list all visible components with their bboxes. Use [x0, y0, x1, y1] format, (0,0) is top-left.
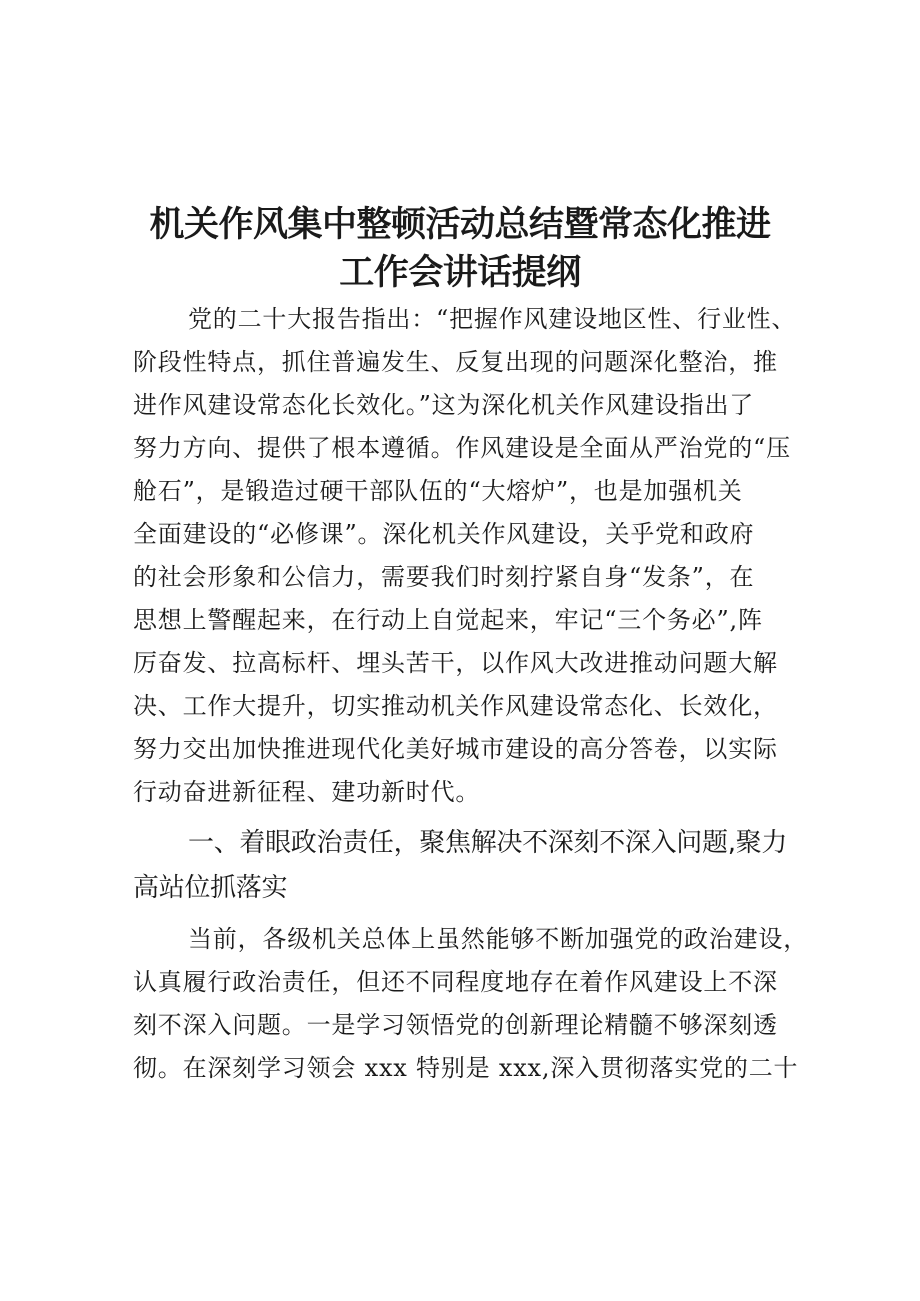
intro-line: 努力方向、提供了根本遵循。作风建设是全面从严治党的“压 — [133, 434, 791, 462]
body-line: 刻不深入问题。一是学习领悟党的创新理论精髓不够深刻透 — [133, 1011, 778, 1039]
intro-line: 舱石”，是锻造过硬干部队伍的“大熔炉”，也是加强机关 — [133, 477, 743, 505]
intro-line: 行动奋进新征程、建功新时代。 — [133, 778, 481, 806]
intro-line: 的社会形象和公信力，需要我们时刻拧紧自身“发条”，在 — [133, 563, 755, 591]
body-line: 彻。在深刻学习领会 xxx 特别是 xxx,深入贯彻落实党的二十 — [133, 1054, 799, 1082]
intro-line: 厉奋发、拉高标杆、埋头苦干，以作风大改进推动问题大解 — [133, 649, 778, 677]
intro-line: 全面建设的“必修课”。深化机关作风建设，关乎党和政府 — [133, 520, 755, 548]
intro-line: 阶段性特点，抓住普遍发生、反复出现的问题深化整治，推 — [133, 348, 778, 376]
intro-line: 进作风建设常态化长效化。”这为深化机关作风建设指出了 — [133, 391, 755, 419]
body-line: 认真履行政治责任，但还不同程度地存在着作风建设上不深 — [133, 968, 778, 996]
section-heading-line: 高站位抓落实 — [133, 873, 288, 903]
document-title-line-1: 机关作风集中整顿活动总结暨常态化推进 — [149, 205, 771, 245]
intro-line: 决、工作大提升，切实推动机关作风建设常态化、长效化， — [133, 692, 778, 720]
section-heading-line: 一、着眼政治责任，聚焦解决不深刻不深入问题,聚力 — [188, 828, 788, 858]
intro-line: 思想上警醒起来，在行动上自觉起来，牢记“三个务必”,阵 — [133, 606, 763, 634]
body-line: 当前，各级机关总体上虽然能够不断加强党的政治建设， — [188, 925, 808, 953]
intro-line: 努力交出加快推进现代化美好城市建设的高分答卷，以实际 — [133, 735, 778, 763]
document-title-line-2: 工作会讲话提纲 — [339, 253, 581, 293]
intro-line: 党的二十大报告指出：“把握作风建设地区性、行业性、 — [188, 305, 797, 333]
